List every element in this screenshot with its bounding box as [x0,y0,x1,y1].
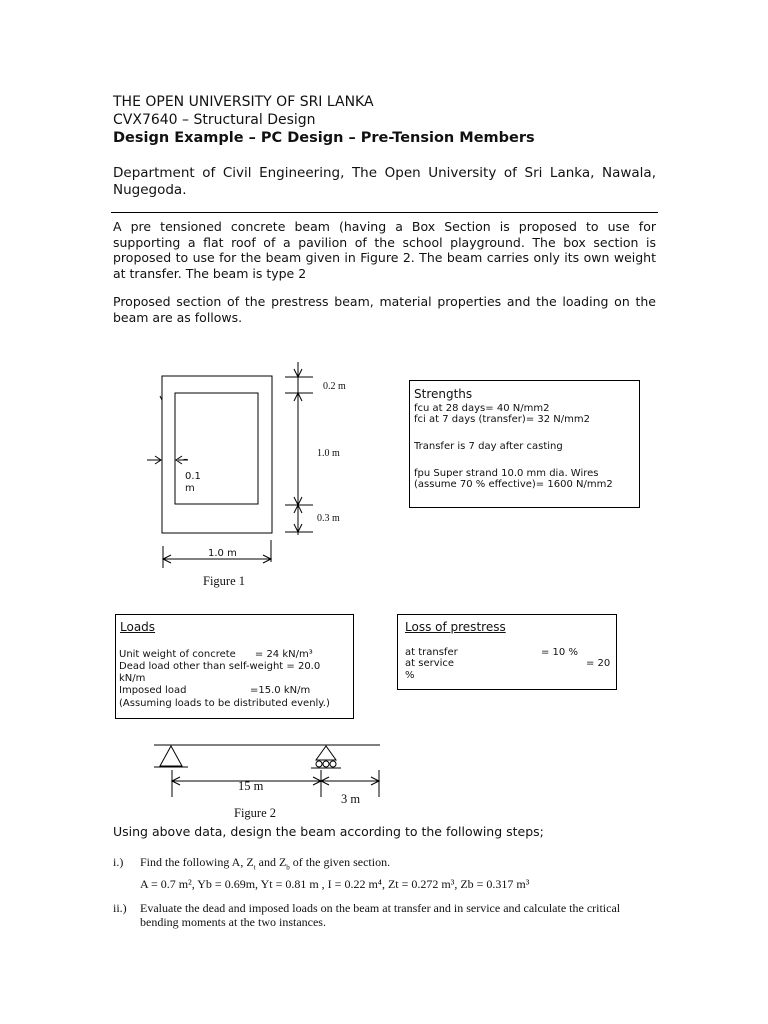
figure1-caption: Figure 1 [203,574,246,588]
department-line: Department of Civil Engineering, The Open University of Sri Lanka, Nawala, Nugegoda. [113,165,656,198]
strength-transfer: Transfer is 7 day after casting [414,441,563,452]
loss-transfer-label: at transfer [405,647,458,658]
dim-bot-label: 0.3 m [317,513,340,524]
strength-fpu-1: fpu Super strand 10.0 mm dia. Wires [414,468,599,479]
course-title: CVX7640 – Structural Design [113,112,316,128]
loss-service-value: = 20 [586,658,611,669]
step-ii-text-1: Evaluate the dead and imposed loads on the beam at transfer and in service and calculate the critical [140,901,621,915]
strength-fci: fci at 7 days (transfer)= 32 N/mm2 [414,414,590,425]
section-paragraph: Proposed section of the prestress beam, material properties and the loading on the beam are as follows. [113,294,656,325]
steps-intro: Using above data, design the beam according to the following steps; [113,824,544,839]
load-imposed: Imposed load =15.0 kN/m [119,685,311,696]
document-title: Design Example – PC Design – Pre-Tension Members [113,130,535,146]
step-ii-text-2: bending moments at the two instances. [140,915,326,929]
intro-paragraph: A pre tensioned concrete beam (having a Box Section is proposed to use for supporting a flat roof of a pavilion of the school playground. The box section is proposed to use for the beam given in Figure 2. The beam carries only its own weight at transfer. The beam is type 2 [113,219,656,281]
step-i-text: Find the following A, $Z_t$ and $Z_b$ of the given section. [140,855,391,872]
loss-title: Loss of prestress [405,620,506,634]
strengths-title: Strengths [414,387,473,401]
loads-title: Loads [120,620,156,634]
step-ii-number: ii.) [113,901,127,915]
strength-fcu: fcu at 28 days= 40 N/mm2 [414,403,550,414]
figure2-caption: Figure 2 [234,806,277,820]
dim-top-label: 0.2 m [323,381,346,392]
step-i-values: A = 0.7 m², Yb = 0.69m, Yt = 0.81 m , I = 0.22 m⁴, Zt = 0.272 m³, Zb = 0.317 m³ [140,877,530,891]
wall-thickness-value: 0.1 [185,471,201,482]
university-title: THE OPEN UNIVERSITY OF SRI LANKA [113,94,374,110]
dim-mid-label: 1.0 m [317,448,340,459]
load-dead: Dead load other than self-weight = 20.0 [119,661,321,672]
load-dead-unit: kN/m [119,673,146,684]
loss-transfer-value: = 10 % [541,647,578,658]
load-note: (Assuming loads to be distributed evenly.) [119,698,330,709]
wall-thickness-unit: m [185,483,195,494]
strength-fpu-2: (assume 70 % effective)= 1600 N/mm2 [414,479,613,490]
load-unit-weight: Unit weight of concrete = 24 kN/m³ [119,649,313,660]
step-i-number: i.) [113,855,124,869]
wall-dash: – [183,454,188,465]
loss-service-label: at service [405,658,455,669]
cantilever-label: 3 m [341,792,361,806]
loss-service-unit: % [405,670,415,681]
span-label: 15 m [238,779,264,793]
width-dim-label: 1.0 m [208,548,237,559]
